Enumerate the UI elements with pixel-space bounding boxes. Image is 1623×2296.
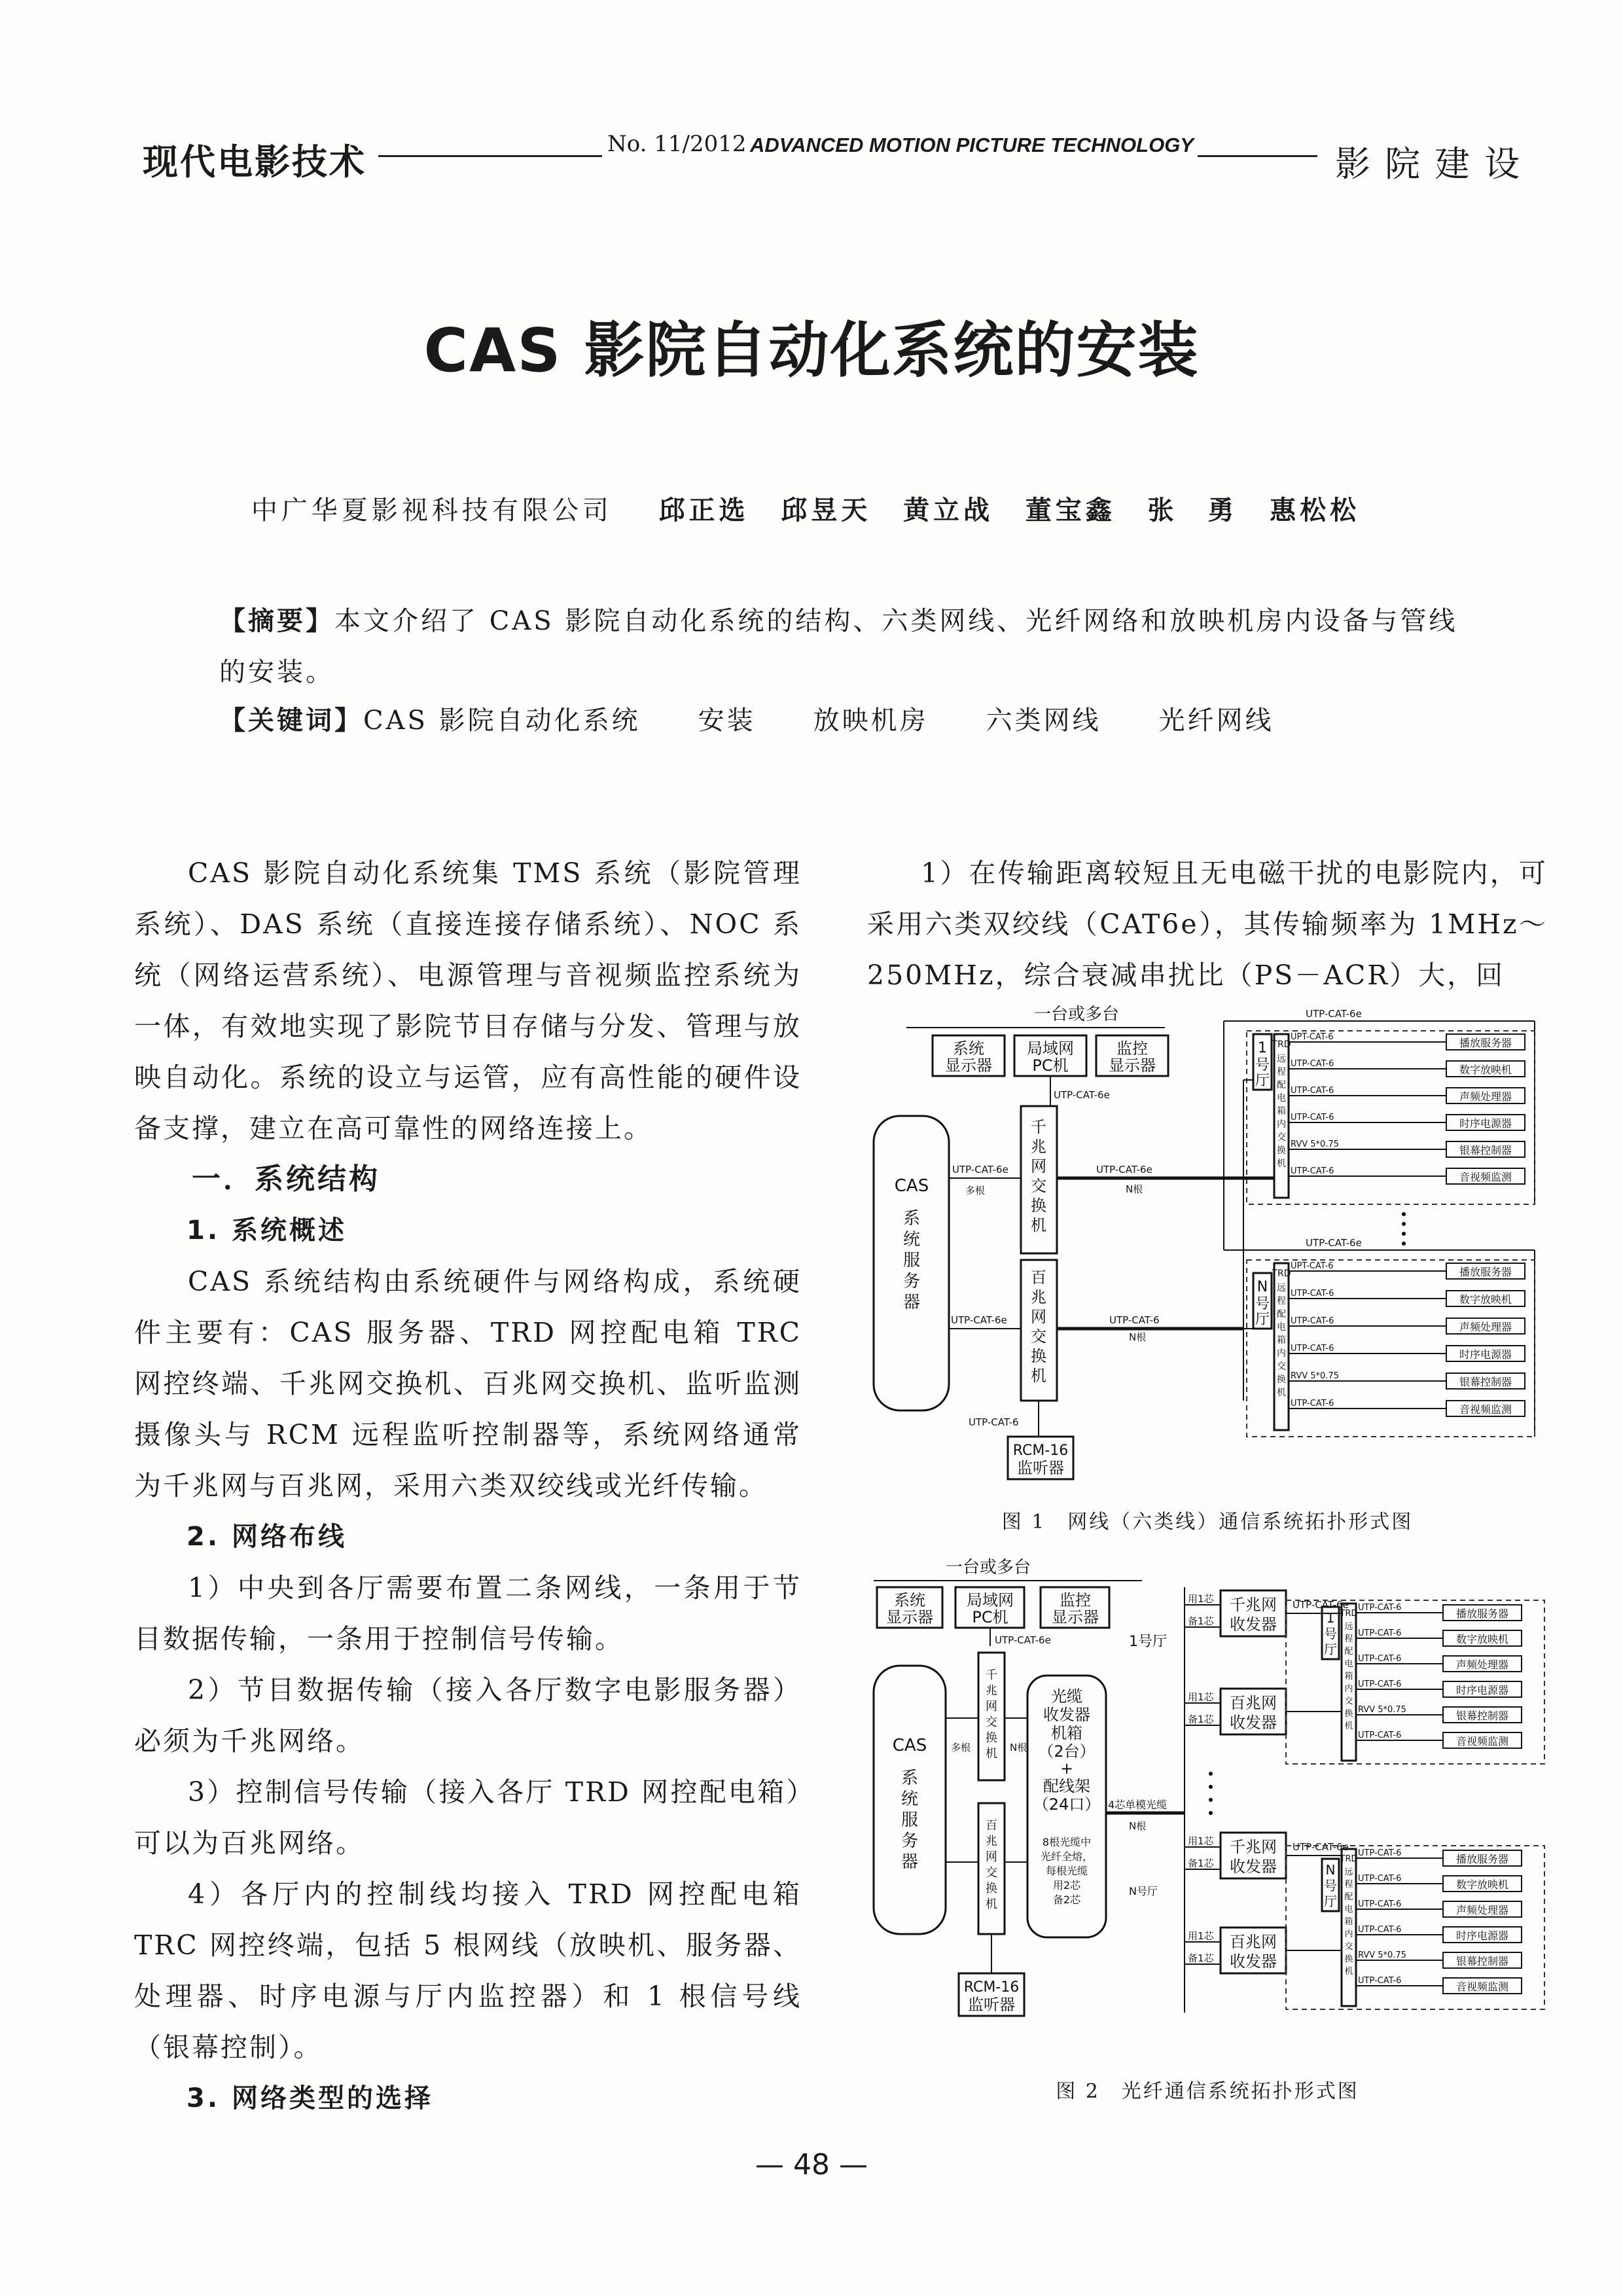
svg-text:机箱: 机箱	[1051, 1724, 1082, 1742]
svg-text:8根光缆中: 8根光缆中	[1042, 1836, 1092, 1848]
svg-text:电: 电	[1344, 1905, 1353, 1914]
page-number: — 48 —	[755, 2148, 868, 2181]
body-paragraph: 1）在传输距离较短且无电磁干扰的电影院内，可采用六类双绞线（CAT6e），其传输频率为 1MHz～250MHz，综合衰减串扰比（PS－ACR）大，回	[867, 857, 1548, 991]
device-cable-label: UTP-CAT-6	[1358, 1628, 1402, 1638]
svg-text:TRD: TRD	[1340, 1854, 1358, 1864]
svg-text:换: 换	[1344, 1709, 1353, 1719]
fig2-ellipsis	[1209, 1772, 1213, 1815]
fig2-cable-label: 多根	[951, 1742, 971, 1753]
fig1-cable-label: N根	[1126, 1183, 1143, 1195]
fig1-cable-label: UTP-CAT-6	[1109, 1314, 1160, 1326]
svg-text:交: 交	[1344, 1696, 1353, 1706]
fig2-rcm-label: RCM-16	[963, 1979, 1020, 1996]
svg-text:网: 网	[986, 1850, 997, 1864]
fig1-server-vertical-label	[903, 1209, 920, 1312]
svg-text:远: 远	[1344, 1867, 1353, 1877]
fig2-optical-note	[1041, 1836, 1093, 1906]
fig2-cable-label: UTP-CAT-6e	[995, 1634, 1051, 1646]
device-label: 音视频监测	[1455, 1981, 1509, 1993]
svg-text:机: 机	[986, 1897, 997, 1911]
device-label: 声频处理器	[1455, 1904, 1509, 1916]
fig2-core-label: 备1芯	[1188, 1857, 1214, 1869]
device-cable-label: RVV 5*0.75	[1291, 1139, 1339, 1149]
fig2-box-label: 显示器	[886, 1608, 933, 1626]
svg-text:内: 内	[1344, 1929, 1353, 1939]
svg-text:箱: 箱	[1277, 1335, 1286, 1346]
svg-text:厅: 厅	[1324, 1641, 1337, 1657]
svg-text:交: 交	[1277, 1132, 1286, 1143]
svg-text:器: 器	[901, 1852, 919, 1872]
device-label: 声频处理器	[1459, 1090, 1512, 1103]
svg-text:千: 千	[1031, 1118, 1046, 1136]
svg-text:百: 百	[986, 1819, 997, 1833]
svg-text:交: 交	[986, 1866, 997, 1880]
fig2-hall-label: N号厅	[1129, 1885, 1158, 1897]
abstract	[219, 596, 1463, 698]
svg-text:TRD: TRD	[1340, 1609, 1358, 1619]
svg-text:换: 换	[1277, 1374, 1286, 1385]
fig2-rcm-label: 监听器	[968, 1996, 1015, 2014]
svg-text:程: 程	[1277, 1296, 1286, 1306]
svg-text:配: 配	[1277, 1309, 1286, 1319]
svg-text:机: 机	[1344, 1721, 1353, 1731]
fig2-hundred-switch-label	[986, 1819, 997, 1911]
device-cable-label: UTP-CAT-6	[1291, 1399, 1334, 1408]
device-label: 声频处理器	[1459, 1321, 1512, 1333]
svg-text:配: 配	[1344, 1892, 1353, 1902]
svg-text:务: 务	[901, 1831, 919, 1851]
fig1-box-label: 局域网	[1027, 1039, 1074, 1058]
keywords-text: CAS 影院自动化系统 安装 放映机房 六类网线 光纤网线	[363, 706, 1274, 736]
device-cable-label: UTP-CAT-6	[1291, 1316, 1334, 1326]
device-label: 银幕控制器	[1459, 1376, 1512, 1388]
author-name: 董宝鑫	[1025, 495, 1116, 526]
fig2-box-label: PC机	[972, 1608, 1008, 1626]
svg-text:内: 内	[1344, 1684, 1353, 1694]
keywords-label: 【关键词】	[219, 706, 363, 736]
svg-text:1: 1	[1326, 1610, 1335, 1626]
svg-text:交: 交	[1031, 1177, 1046, 1195]
fig1-cable-label: UTP-CAT-6e	[1306, 1008, 1362, 1020]
svg-text:服: 服	[902, 1251, 921, 1270]
fig2-server-label: CAS	[892, 1736, 927, 1755]
fig2-hall-1-label	[1324, 1610, 1337, 1657]
svg-text:厅: 厅	[1255, 1073, 1270, 1089]
fig1-cable-label: UTP-CAT-6e	[951, 1314, 1007, 1326]
svg-text:号: 号	[1255, 1296, 1270, 1312]
subsection-heading: 2. 网络布线	[187, 1522, 347, 1552]
fig1-cable-label: UTP-CAT-6e	[1306, 1237, 1362, 1249]
fig2-gigabit-switch-label	[986, 1668, 997, 1761]
author-name: 张 勇	[1147, 495, 1238, 526]
svg-text:交: 交	[986, 1715, 997, 1729]
body-paragraph: CAS 系统结构由系统硬件与网络构成，系统硬件主要有：CAS 服务器、TRD 网控配电箱 TRC 网控终端、千兆网交换机、百兆网交换机、监听监测摄像头与 RCM 远程监听控制器等，系统网络通常为千兆网与百兆网，采用六类双绞线或光纤传输。	[134, 1266, 802, 1501]
svg-text:配线架: 配线架	[1043, 1777, 1090, 1795]
svg-text:换: 换	[1344, 1954, 1353, 1964]
fig2-cable-label: UTP-CAT-6e	[1293, 1599, 1349, 1611]
figure-2-diagram	[867, 1554, 1548, 2039]
svg-text:箱: 箱	[1277, 1106, 1286, 1117]
device-cable-label: UPT-CAT-6	[1291, 1032, 1334, 1042]
svg-text:机: 机	[1031, 1216, 1046, 1234]
fig2-optical-cabinet-label	[1033, 1687, 1101, 1814]
fig1-cable-label: UTP-CAT-6e	[1096, 1164, 1152, 1175]
body-paragraph: 4）各厅内的控制线均接入 TRD 网控配电箱 TRC 网控终端，包括 5 根网线（放映机、服务器、处理器、时序电源与厅内监控器）和 1 根信号线（银幕控制）。	[134, 1878, 802, 2063]
svg-text:箱: 箱	[1344, 1917, 1353, 1927]
device-cable-label: UTP-CAT-6	[1291, 1289, 1334, 1299]
svg-text:统: 统	[902, 1230, 921, 1249]
device-label: 播放服务器	[1455, 1607, 1509, 1620]
svg-text:机: 机	[986, 1747, 997, 1761]
device-label: 播放服务器	[1459, 1037, 1512, 1049]
device-label: 音视频监测	[1455, 1735, 1509, 1748]
svg-text:兆: 兆	[986, 1835, 997, 1848]
svg-text:电: 电	[1344, 1659, 1353, 1669]
svg-text:配: 配	[1344, 1647, 1353, 1657]
fig2-transceiver-label: 收发器	[1230, 1952, 1277, 1971]
fig1-cable-label: UTP-CAT-6	[969, 1416, 1019, 1428]
device-label: 银幕控制器	[1459, 1144, 1512, 1157]
svg-text:N: N	[1325, 1862, 1336, 1878]
svg-text:兆: 兆	[1031, 1138, 1046, 1156]
device-label: 音视频监测	[1459, 1403, 1512, 1416]
device-cable-label: RVV 5*0.75	[1291, 1371, 1339, 1381]
device-cable-label: UTP-CAT-6	[1358, 1874, 1402, 1884]
device-label: 时序电源器	[1459, 1117, 1512, 1130]
author-name: 黄立战	[903, 495, 993, 526]
svg-text:收发器: 收发器	[1043, 1706, 1090, 1724]
device-label: 音视频监测	[1459, 1171, 1512, 1183]
svg-text:厅: 厅	[1255, 1312, 1270, 1328]
fig1-box-label: 系统	[953, 1039, 984, 1058]
svg-text:兆: 兆	[1031, 1288, 1046, 1306]
svg-text:机: 机	[1277, 1158, 1286, 1169]
section-name: 影院建设	[1335, 143, 1534, 185]
svg-text:远: 远	[1344, 1622, 1353, 1632]
fig2-transceiver-label: 百兆网	[1230, 1933, 1277, 1951]
device-cable-label: UTP-CAT-6	[1358, 1731, 1402, 1740]
svg-text:程: 程	[1277, 1067, 1286, 1077]
device-cable-label: UTP-CAT-6	[1291, 1086, 1334, 1096]
svg-text:兆: 兆	[986, 1684, 997, 1698]
svg-text:电: 电	[1277, 1322, 1286, 1333]
fig2-server-vertical-label	[901, 1768, 918, 1872]
fig2-box-label: 系统	[894, 1591, 925, 1609]
fig2-transceiver-label: 千兆网	[1230, 1596, 1277, 1614]
svg-text:TRD: TRD	[1272, 1039, 1291, 1050]
device-cable-label: UPT-CAT-6	[1291, 1261, 1334, 1271]
device-cable-label: UTP-CAT-6	[1358, 1603, 1402, 1613]
device-cable-label: RVV 5*0.75	[1358, 1950, 1406, 1960]
fig1-hundred-switch-label	[1031, 1268, 1046, 1385]
fig2-transceiver-label: 千兆网	[1230, 1838, 1277, 1856]
svg-text:机: 机	[1031, 1367, 1046, 1385]
section-heading: 一．系统结构	[192, 1162, 380, 1196]
fig2-core-label: 用1芯	[1188, 1930, 1214, 1942]
fig1-box-label: PC机	[1032, 1056, 1069, 1075]
svg-text:换: 换	[1031, 1196, 1046, 1215]
device-label: 时序电源器	[1455, 1929, 1509, 1942]
device-label: 声频处理器	[1455, 1659, 1509, 1671]
fig1-server-label: CAS	[894, 1176, 929, 1196]
article-title: CAS 影院自动化系统的安装	[423, 315, 1200, 386]
fig2-transceiver-label: 收发器	[1230, 1713, 1277, 1732]
author-name: 惠松松	[1270, 495, 1361, 526]
svg-text:备2芯: 备2芯	[1052, 1893, 1081, 1906]
svg-text:换: 换	[986, 1882, 997, 1895]
fig1-cable-label: N根	[1129, 1331, 1147, 1343]
device-cable-label: UTP-CAT-6	[1291, 1113, 1334, 1122]
svg-text:（24口）: （24口）	[1033, 1795, 1101, 1814]
svg-text:网: 网	[1031, 1157, 1046, 1175]
svg-text:箱: 箱	[1344, 1672, 1353, 1681]
fig2-core-label: 用1芯	[1188, 1835, 1214, 1847]
issue-number: No. 11/2012	[602, 131, 751, 157]
device-label: 播放服务器	[1459, 1266, 1512, 1278]
fig2-core-label: 备1芯	[1188, 1713, 1214, 1725]
svg-text:系: 系	[901, 1768, 919, 1788]
device-label: 时序电源器	[1459, 1348, 1512, 1361]
fig2-cable-label: UTP-CAT-6e	[1293, 1841, 1349, 1853]
fig1-rcm-label: RCM-16	[1012, 1443, 1069, 1459]
svg-text:每根光缆: 每根光缆	[1045, 1865, 1088, 1877]
svg-text:+: +	[1060, 1759, 1074, 1778]
author-name: 邱正选	[658, 495, 749, 526]
keywords	[219, 695, 1463, 746]
svg-text:系: 系	[902, 1209, 921, 1229]
svg-text:远: 远	[1277, 1054, 1286, 1064]
subsection-heading: 1. 系统概述	[187, 1215, 347, 1246]
fig2-box-label: 监控	[1060, 1591, 1091, 1609]
device-cable-label: UTP-CAT-6	[1358, 1679, 1402, 1689]
device-label: 数字放映机	[1455, 1633, 1509, 1645]
fig2-core-label: 备1芯	[1188, 1615, 1214, 1627]
fig2-top-label: 一台或多台	[946, 1558, 1031, 1577]
device-cable-label: UTP-CAT-6	[1291, 1344, 1334, 1354]
fig1-ellipsis	[1402, 1212, 1406, 1246]
fig1-cable-label: UTP-CAT-6e	[1054, 1089, 1110, 1101]
svg-text:TRD: TRD	[1272, 1268, 1291, 1279]
body-paragraph: 3）控制信号传输（接入各厅 TRD 网控配电箱）可以为百兆网络。	[134, 1776, 802, 1859]
fig2-box-label: 显示器	[1052, 1608, 1099, 1626]
device-cable-label: UTP-CAT-6	[1358, 1976, 1402, 1986]
svg-text:统: 统	[901, 1789, 919, 1809]
fig2-hall-n-label	[1324, 1862, 1337, 1909]
fig1-box-label: 显示器	[945, 1056, 992, 1075]
fig2-cable-label: 4芯单模光缆	[1108, 1799, 1168, 1811]
journal-name-en: ADVANCED MOTION PICTURE TECHNOLOGY	[746, 134, 1198, 157]
device-cable-label: UTP-CAT-6	[1358, 1899, 1402, 1909]
device-cable-label: UTP-CAT-6	[1358, 1654, 1402, 1664]
device-cable-label: UTP-CAT-6	[1291, 1166, 1334, 1176]
svg-text:交: 交	[1344, 1942, 1353, 1952]
svg-text:电: 电	[1277, 1093, 1286, 1103]
svg-text:N: N	[1257, 1279, 1268, 1295]
device-label: 银幕控制器	[1455, 1710, 1509, 1722]
abstract-label: 【摘要】	[219, 606, 334, 636]
svg-text:换: 换	[1031, 1347, 1046, 1365]
svg-text:厅: 厅	[1324, 1893, 1337, 1909]
svg-text:网: 网	[986, 1700, 997, 1713]
fig2-core-label: 用1芯	[1188, 1593, 1214, 1605]
fig2-hall-label: 1号厅	[1129, 1634, 1167, 1650]
svg-text:交: 交	[1031, 1327, 1046, 1346]
svg-text:百: 百	[1031, 1268, 1046, 1287]
author-organization: 中广华夏影视科技有限公司	[251, 495, 613, 526]
fig2-transceiver-label: 收发器	[1230, 1857, 1277, 1876]
svg-text:换: 换	[1277, 1145, 1286, 1156]
fig1-cable-label: 多根	[965, 1185, 986, 1196]
svg-text:号: 号	[1324, 1626, 1337, 1641]
device-label: 数字放映机	[1459, 1064, 1512, 1076]
device-label: 播放服务器	[1455, 1853, 1509, 1865]
svg-text:务: 务	[902, 1272, 921, 1291]
svg-text:内: 内	[1277, 1348, 1286, 1359]
device-cable-label: UTP-CAT-6	[1358, 1925, 1402, 1935]
svg-text:配: 配	[1277, 1080, 1286, 1090]
fig1-box-label: 显示器	[1109, 1056, 1156, 1075]
svg-text:千: 千	[986, 1668, 997, 1682]
svg-text:（2台）: （2台）	[1038, 1742, 1096, 1761]
svg-text:程: 程	[1344, 1634, 1353, 1644]
svg-text:用2芯: 用2芯	[1052, 1879, 1081, 1892]
abstract-text: 本文介绍了 CAS 影院自动化系统的结构、六类网线、光纤网络和放映机房内设备与管线的安装。	[219, 606, 1458, 687]
body-paragraph: 2）节目数据传输（接入各厅数字电影服务器）必须为千兆网络。	[134, 1674, 802, 1757]
device-cable-label: RVV 5*0.75	[1358, 1705, 1406, 1715]
device-label: 数字放映机	[1455, 1878, 1509, 1891]
figure-1-diagram	[867, 1001, 1548, 1505]
fig2-box-label: 局域网	[967, 1591, 1014, 1609]
device-label: 数字放映机	[1459, 1293, 1512, 1306]
left-column	[134, 848, 802, 2124]
fig1-box-label: 监控	[1116, 1039, 1148, 1058]
svg-text:程: 程	[1344, 1880, 1353, 1890]
svg-text:换: 换	[986, 1731, 997, 1745]
subsection-heading: 3. 网络类型的选择	[187, 2083, 433, 2113]
device-cable-label: UTP-CAT-6	[1291, 1059, 1334, 1069]
fig1-top-label: 一台或多台	[1034, 1005, 1120, 1024]
fig1-gigabit-switch-label	[1031, 1118, 1046, 1234]
device-cable-label: UTP-CAT-6	[1358, 1848, 1402, 1858]
author-name: 邱昱天	[781, 495, 872, 526]
fig2-transceiver-label: 百兆网	[1230, 1694, 1277, 1712]
svg-text:交: 交	[1277, 1361, 1286, 1372]
fig2-core-label: 用1芯	[1188, 1691, 1214, 1703]
figure-1-caption: 图 1 网线（六类线）通信系统拓扑形式图	[1001, 1511, 1414, 1534]
svg-text:1: 1	[1258, 1040, 1267, 1056]
svg-text:号: 号	[1324, 1878, 1337, 1893]
svg-text:光缆: 光缆	[1051, 1687, 1082, 1706]
svg-text:服: 服	[901, 1810, 919, 1830]
svg-text:机: 机	[1344, 1967, 1353, 1977]
svg-text:器: 器	[902, 1293, 921, 1312]
fig1-cable-label: UTP-CAT-6e	[952, 1164, 1008, 1175]
svg-text:光纤全熔，: 光纤全熔，	[1040, 1850, 1094, 1863]
fig2-cable-label: N根	[1129, 1820, 1147, 1832]
fig1-hall-n-label	[1255, 1279, 1270, 1328]
fig2-core-label: 备1芯	[1188, 1952, 1214, 1964]
right-column	[867, 848, 1548, 1001]
svg-text:号: 号	[1255, 1057, 1270, 1073]
svg-text:网: 网	[1031, 1308, 1046, 1326]
fig2-cable-label: N根	[1010, 1742, 1027, 1753]
journal-name-cn: 现代电影技术	[143, 141, 366, 183]
svg-text:远: 远	[1277, 1283, 1286, 1293]
author-line	[0, 490, 1623, 527]
fig2-transceiver-label: 收发器	[1230, 1615, 1277, 1634]
body-paragraph: CAS 影院自动化系统集 TMS 系统（影院管理系统）、DAS 系统（直接连接存储系统）、NOC 系统（网络运营系统）、电源管理与音视频监控系统为一体，有效地实现了影院节目存储与分发、管理与放映自动化。系统的设立与运管，应有高性能的硬件设备支撑，建立在高可靠性的网络连接上。	[134, 857, 802, 1144]
device-label: 银幕控制器	[1455, 1955, 1509, 1967]
fig1-hall-1-label	[1255, 1040, 1270, 1089]
device-label: 时序电源器	[1455, 1684, 1509, 1696]
body-paragraph: 1）中央到各厅需要布置二条网线，一条用于节目数据传输，一条用于控制信号传输。	[134, 1572, 802, 1655]
svg-text:内: 内	[1277, 1119, 1286, 1130]
svg-text:机: 机	[1277, 1388, 1286, 1398]
fig1-rcm-label: 监听器	[1017, 1459, 1064, 1477]
figure-2-caption: 图 2 光纤通信系统拓扑形式图	[1056, 2080, 1359, 2103]
